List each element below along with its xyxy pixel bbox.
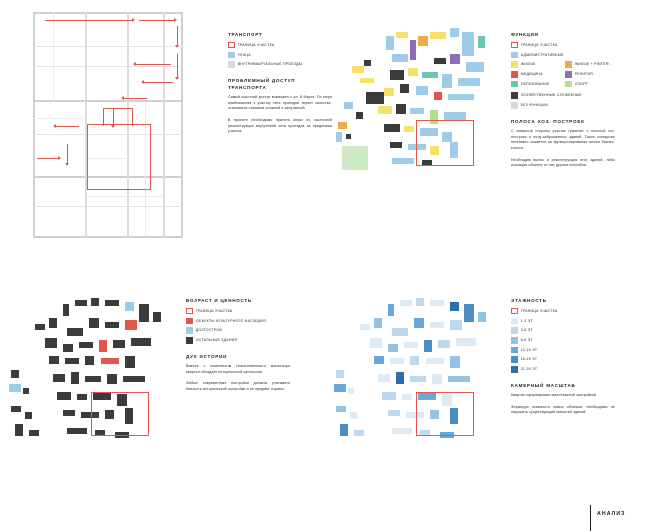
building-footprint (89, 318, 99, 328)
legend-item[interactable] (186, 318, 290, 325)
function-map (330, 14, 500, 172)
panel-transport (0, 0, 332, 266)
paragraph: Любые современные постройки должны учитывать близость исторической застройки и ее предмет охраны. (186, 381, 290, 391)
building-footprint (366, 92, 384, 104)
building-footprint (77, 394, 87, 400)
legend-swatch-10-15-storeys (511, 347, 518, 354)
legend-swatch-3-5-storeys (511, 327, 518, 334)
building-footprint (392, 158, 414, 164)
legend-item[interactable] (511, 318, 615, 325)
building-footprint (344, 102, 353, 109)
building-footprint (85, 376, 101, 382)
flow-arrow (135, 64, 171, 65)
legend-item[interactable] (511, 356, 615, 363)
legend-swatch-6-9-storeys (511, 337, 518, 344)
building-footprint (11, 406, 21, 412)
legend-item[interactable] (186, 337, 290, 344)
flow-arrow (177, 26, 178, 46)
building-footprint (29, 430, 39, 436)
legend-swatch-residential-mixed (565, 61, 572, 68)
building-footprint (350, 412, 357, 419)
building-footprint (478, 312, 486, 322)
building-footprint (11, 370, 19, 378)
building-footprint (370, 338, 382, 348)
legend-item[interactable] (565, 71, 615, 78)
building-footprint (360, 78, 374, 83)
building-footprint (374, 356, 384, 364)
building-footprint (382, 392, 396, 400)
building-footprint (434, 58, 446, 64)
building-footprint (336, 406, 346, 412)
legend-item-label: СПОРТ (574, 81, 589, 86)
building-footprint (123, 376, 145, 382)
transport-map (27, 8, 195, 243)
building-footprint (450, 54, 460, 64)
building-footprint (434, 92, 442, 100)
building-footprint (438, 340, 450, 348)
flow-arrow (55, 126, 79, 127)
building-footprint (63, 304, 69, 316)
building-footprint (424, 340, 432, 352)
sheet-footer-label: АНАЛИЗ (597, 511, 626, 517)
building-footprint (342, 146, 368, 170)
building-footprint (352, 66, 364, 73)
building-footprint (65, 358, 79, 364)
legend-item[interactable] (511, 337, 615, 344)
street-line (33, 118, 87, 119)
building-footprint (384, 88, 394, 96)
panel-function (325, 0, 650, 266)
legend-item-label: ОСТАЛЬНЫЕ ЗДАНИЯ (195, 337, 238, 342)
legend-item-label: 16-20 ЭТ (520, 357, 538, 362)
building-footprint (404, 342, 418, 348)
building-footprint (404, 126, 414, 132)
building-footprint (430, 32, 446, 39)
building-footprint (79, 342, 93, 348)
building-footprint (378, 374, 390, 382)
building-footprint (125, 302, 134, 311)
legend-swatch-residential (511, 61, 518, 68)
building-footprint (374, 318, 382, 328)
paragraph: Вместе с комплексом Новотихвинского монастыря квартал обладает исторической ценностью. (186, 364, 290, 374)
building-footprint (388, 304, 394, 316)
paragraph: Необходим вынос и реконструкция этих зданий, либо изоляция объекта от них другим способом. (511, 157, 615, 168)
street-line (33, 66, 183, 67)
building-footprint (139, 304, 149, 322)
legend-item[interactable] (511, 52, 615, 59)
legend-swatch-other-buildings (186, 337, 193, 344)
block-title-intimate-scale: КАМЕРНЫЙ МАСШТАБ (511, 382, 576, 388)
legend-two-column-group (511, 61, 615, 90)
legend-swatch-heritage (186, 318, 193, 325)
legend-item-label: 10-15 ЭТ (520, 347, 538, 352)
building-footprint (53, 374, 65, 382)
building-footprint (458, 78, 480, 86)
site-boundary (416, 392, 474, 436)
legend-item[interactable] (511, 61, 561, 68)
legend-item[interactable] (511, 42, 615, 49)
block-title-spirit-of-history: ДУХ ИСТОРИИ (186, 353, 228, 359)
building-footprint (336, 132, 342, 142)
legend-swatch-medicine (511, 71, 518, 78)
legend-swatch-1-2-storeys (511, 318, 518, 325)
building-footprint (390, 358, 404, 364)
legend-item[interactable] (511, 92, 615, 99)
legend-item[interactable] (228, 42, 332, 49)
heritage-footprint (99, 340, 107, 352)
street-line (87, 196, 163, 197)
building-footprint (45, 338, 57, 348)
street-line (33, 100, 183, 102)
paragraph: С северной стороны участок граничит с полосой хоз. построек и полу-заброшенных зданий. Такое соседство негативно скажется на функционировании жилья бизнес-класса. (511, 129, 615, 151)
building-footprint (105, 322, 119, 328)
building-footprint (464, 304, 474, 322)
legend-column-left (511, 61, 561, 90)
building-footprint (113, 340, 125, 348)
building-footprint (153, 312, 161, 322)
building-footprint (67, 328, 83, 336)
building-footprint (71, 372, 79, 384)
building-footprint (131, 338, 151, 346)
flow-arrow (67, 144, 68, 164)
legend-item-label: РЕЛИГИЯ (574, 71, 593, 76)
building-footprint (346, 134, 351, 139)
legend-swatch-sport (565, 81, 572, 88)
legend-item-label: 1-2 ЭТ (520, 318, 533, 323)
building-footprint (392, 428, 412, 434)
building-footprint (422, 72, 438, 78)
building-footprint (63, 344, 73, 352)
flow-arrow (123, 98, 147, 99)
building-footprint (49, 318, 57, 328)
legend-item[interactable] (511, 327, 615, 334)
site-boundary (91, 392, 149, 436)
building-footprint (360, 324, 370, 330)
flow-arrow (177, 54, 178, 78)
building-footprint (384, 124, 400, 132)
building-footprint (390, 142, 402, 148)
building-footprint (478, 36, 485, 48)
building-footprint (378, 106, 392, 114)
building-footprint (390, 70, 404, 80)
legend-swatch-site-boundary (511, 308, 518, 315)
legend-item[interactable] (565, 81, 615, 88)
legend-swatch-site-boundary (228, 42, 235, 49)
legend-item-label: АДМИНИСТРАТИВНЫЕ (520, 52, 564, 57)
building-footprint (15, 424, 23, 436)
street-line (53, 12, 54, 102)
building-footprint (25, 412, 32, 419)
building-footprint (57, 392, 71, 400)
building-footprint (416, 298, 424, 306)
building-footprint (388, 344, 398, 352)
building-footprint (456, 338, 476, 346)
building-footprint (462, 32, 474, 56)
flow-arrow (45, 20, 133, 21)
paragraph: В проекте необходимо принять меры по частичной реконструкции внутренней сети проездов за пределами участка. (228, 117, 332, 134)
building-footprint (416, 86, 428, 95)
legend-item-label: ХОЗЯЙСТВЕННЫЕ СЛУЖЕБНЫЕ (520, 93, 582, 98)
legend-swatch-site-boundary (186, 308, 193, 315)
legend-item[interactable] (511, 347, 615, 354)
building-footprint (105, 300, 119, 306)
building-footprint (450, 320, 462, 330)
legend-swatch-administrative (511, 52, 518, 59)
legend-title: ТРАНСПОРТ (228, 32, 263, 37)
footer-divider (590, 505, 591, 531)
legend-item-label: 6-9 ЭТ (520, 337, 533, 342)
site-boundary-notch (103, 108, 133, 126)
building-footprint (410, 108, 424, 114)
building-footprint (426, 358, 444, 364)
building-footprint (67, 428, 87, 434)
building-footprint (364, 60, 371, 66)
block-title-transport-access: ПРОБЛЕМНЫЙ ДОСТУП ТРАНСПОРТА (228, 77, 296, 90)
legend-swatch-site-boundary (511, 42, 518, 49)
building-footprint (49, 356, 59, 364)
building-footprint (410, 356, 419, 365)
legend-item[interactable] (511, 71, 561, 78)
street-line (33, 206, 183, 207)
building-footprint (396, 32, 408, 38)
age-value-legend (186, 298, 290, 399)
site-boundary (416, 120, 474, 166)
paragraph: Самый короткий доступ возможен с ул. 8 Марта. По мере приближения к участку сеть проездов теряет качество, становятся слишком сложной и запутанной. (228, 95, 332, 111)
heritage-footprint (125, 320, 137, 330)
legend-swatch-16-20-storeys (511, 356, 518, 363)
building-footprint (450, 356, 460, 368)
building-footprint (418, 36, 428, 46)
building-footprint (338, 122, 347, 129)
building-footprint (9, 384, 21, 392)
building-footprint (432, 374, 442, 384)
legend-item-label: ОБРАЗОВАНИЕ (520, 81, 550, 86)
legend-item[interactable] (186, 308, 290, 315)
legend-item[interactable] (511, 81, 561, 88)
legend-item-label: ВНУТРИКВАРТАЛЬНЫЕ ПРОЕЗДЫ (237, 62, 303, 67)
legend-item-label: МЕДИЦИНА (520, 71, 543, 76)
legend-item-label: ГРАНИЦА УЧАСТКА (237, 42, 275, 47)
legend-item-label: ГРАНИЦА УЧАСТКА (520, 42, 558, 47)
paragraph: Формируя этажность новых объемов, необходимо не нарушить существующий масштаб зданий. (511, 404, 615, 415)
building-footprint (448, 94, 474, 100)
site-boundary (87, 124, 151, 190)
legend-item-label: УЛИЦА (237, 52, 251, 57)
flow-arrow (143, 82, 173, 83)
building-footprint (75, 300, 87, 306)
street-line (33, 236, 183, 238)
building-footprint (23, 388, 29, 394)
legend-swatch-religion (565, 71, 572, 78)
building-footprint (430, 300, 444, 306)
block-title-utility-strip: ПОЛОСА ХОЗ. ПОСТРОЕК (511, 118, 585, 124)
building-footprint (356, 112, 363, 119)
legend-item-label: 21-30 ЭТ (520, 366, 538, 371)
function-legend (511, 32, 615, 175)
legend-title: ЭТАЖНОСТЬ (511, 298, 547, 303)
building-footprint (107, 374, 117, 384)
building-footprint (392, 54, 408, 62)
legend-item-label: ЖИЛЫЕ (520, 62, 536, 67)
street-line (33, 46, 183, 47)
paragraph: Квартал сформирован малоэтажной застройкой. (511, 393, 598, 398)
building-footprint (410, 40, 416, 60)
storeys-map (330, 288, 500, 448)
building-footprint (450, 28, 459, 37)
building-footprint (408, 68, 418, 76)
building-footprint (35, 324, 45, 330)
legend-item[interactable] (186, 327, 290, 334)
legend-item-label: 3-5 ЭТ (520, 328, 533, 333)
heritage-footprint (101, 358, 119, 364)
legend-title: ФУНКЦИЯ (511, 32, 539, 37)
building-footprint (400, 84, 409, 93)
legend-item[interactable] (511, 308, 615, 315)
building-footprint (91, 298, 99, 306)
building-footprint (336, 370, 344, 378)
legend-column-right (565, 61, 615, 90)
legend-item[interactable] (511, 366, 615, 373)
legend-swatch-education (511, 81, 518, 88)
flow-arrow (139, 20, 175, 21)
age-value-map (5, 288, 175, 448)
building-footprint (402, 394, 412, 400)
legend-item-label: ГРАНИЦА УЧАСТКА (195, 308, 233, 313)
legend-item-label: ДОЛГОСТРОЙ (195, 328, 223, 333)
panel-storeys (325, 266, 650, 531)
legend-swatch-inner-driveways (228, 61, 235, 68)
building-footprint (430, 322, 444, 328)
legend-item-label: ГРАНИЦА УЧАСТКА (520, 308, 558, 313)
legend-item-label: ЖИЛЫЕ + PINTER\ (574, 62, 610, 67)
legend-item[interactable] (511, 102, 615, 109)
building-footprint (448, 376, 470, 382)
flow-arrow (37, 158, 59, 159)
building-footprint (85, 356, 94, 365)
building-footprint (392, 328, 408, 336)
legend-swatch-unfinished (186, 327, 193, 334)
legend-swatch-utility (511, 92, 518, 99)
building-footprint (400, 300, 412, 306)
legend-swatch-21-30-storeys (511, 366, 518, 373)
legend-swatch-street (228, 52, 235, 59)
building-footprint (444, 112, 466, 120)
legend-item[interactable] (228, 61, 332, 68)
building-footprint (396, 104, 406, 114)
building-footprint (388, 410, 400, 416)
legend-item[interactable] (228, 52, 332, 59)
transport-legend (228, 32, 332, 141)
building-footprint (466, 62, 484, 72)
building-footprint (410, 376, 426, 382)
building-footprint (414, 318, 424, 328)
building-footprint (450, 302, 459, 311)
legend-title: ВОЗРАСТ И ЦЕННОСТЬ (186, 298, 252, 303)
legend-item-label: БЕЗ ФУНКЦИИ (520, 102, 548, 107)
storeys-legend (511, 298, 615, 422)
building-footprint (442, 74, 452, 88)
building-footprint (63, 410, 75, 416)
street-line (33, 12, 183, 14)
legend-item[interactable] (565, 61, 615, 68)
building-footprint (396, 372, 404, 384)
legend-item-label: ОБЪЕКТЫ КУЛЬТУРНОГО НАСЛЕДИЯ (195, 318, 266, 323)
building-footprint (334, 384, 346, 392)
building-footprint (125, 356, 135, 368)
legend-swatch-no-function (511, 102, 518, 109)
building-footprint (386, 36, 394, 50)
building-footprint (340, 424, 348, 436)
panel-age-value (0, 266, 325, 531)
building-footprint (348, 388, 354, 394)
building-footprint (354, 430, 364, 436)
